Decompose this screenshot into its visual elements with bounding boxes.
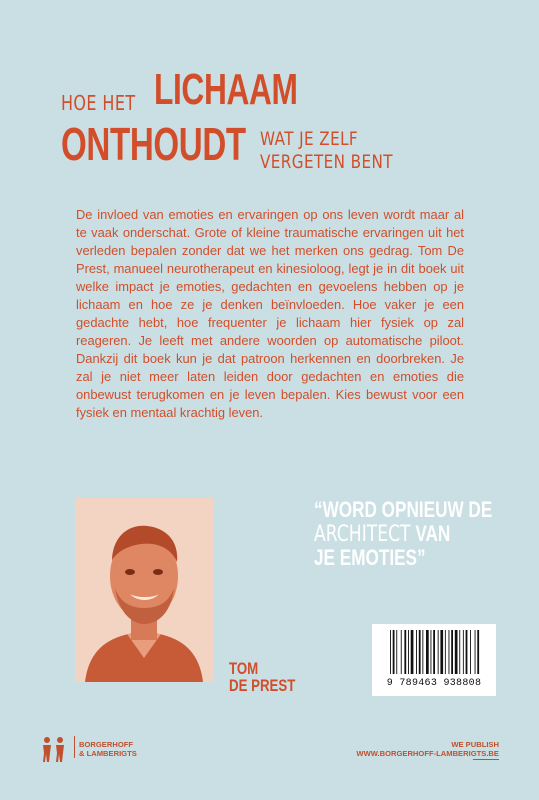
- publisher-name-line2: & LAMBERIGTS: [79, 749, 137, 758]
- barcode-bar: [449, 630, 450, 674]
- barcode-bar: [411, 630, 414, 674]
- quote-line3: JE EMOTIES”: [314, 545, 426, 570]
- author-photo: [75, 498, 213, 682]
- quote-line2-light: ARCHITECT: [314, 522, 411, 547]
- barcode-bar: [404, 630, 406, 674]
- quote-line2-bold: VAN: [415, 521, 451, 546]
- barcode-bar: [466, 630, 468, 674]
- barcode-bar: [463, 630, 464, 674]
- title-word-lichaam: LICHAAM: [154, 65, 298, 114]
- barcode-bar: [416, 630, 417, 674]
- barcode-bar: [438, 630, 439, 674]
- barcode-bar: [440, 630, 443, 674]
- publisher-url[interactable]: WWW.BORGERHOFF-LAMBERIGTS.BE: [356, 749, 499, 758]
- barcode-bar: [477, 630, 479, 674]
- quote-line2: [314, 522, 450, 546]
- isbn-number: 9 789463 938808: [386, 678, 482, 689]
- barcode-bar: [433, 630, 435, 674]
- back-cover-blurb: De invloed van emoties en ervaringen op ons leven wordt maar al te vaak onderschat. Grote of kleine traumatische ervaringen uit het verleden bepalen zonder dat we het merken ons gedrag. Tom De Prest, manueel neurotherapeut en kinesioloog, legt je in dit boek uit welke impact je emoties, gedachten en gevoelens hebben op je lichaam en hoe ze je denken beïnvloeden. Hoe vaker je een gedachte hebt, hoe frequenter je lichaam hier fysiek op zal reageren. Je leeft met andere woorden op automatische piloot. Dankzij dit boek kun je dat patroon herkennen en doorbreken. Je zal je niet meer laten leiden door gedachten en emoties die onbewust terugkomen en je leven bepalen. Kies bewust voor een fysiek en mentaal krachtig leven.: [76, 207, 464, 420]
- publisher-tagline: WE PUBLISH: [451, 740, 499, 749]
- barcode: [372, 624, 496, 696]
- author-first-name: TOM: [229, 659, 259, 678]
- barcode-bar: [401, 630, 402, 674]
- title-suffix-line1: WAT JE ZELF: [260, 128, 359, 150]
- barcode-bar: [451, 630, 453, 674]
- barcode-bar: [445, 630, 446, 674]
- author-name: [229, 660, 295, 694]
- barcode-bar: [426, 630, 429, 674]
- publisher-logo-icon: [40, 736, 68, 762]
- barcode-bar: [396, 630, 397, 674]
- title-word-onthoudt: ONTHOUDT: [61, 118, 246, 170]
- title-suffix-line2: VERGETEN BENT: [260, 151, 393, 173]
- website-underline: [473, 759, 499, 760]
- publisher-website: [356, 740, 499, 758]
- barcode-bar: [431, 630, 432, 674]
- barcode-bar: [419, 630, 421, 674]
- book-title: [0, 0, 539, 200]
- barcode-bar: [408, 630, 409, 674]
- barcode-bar: [459, 630, 460, 674]
- barcode-bar: [455, 630, 458, 674]
- barcode-bar: [422, 630, 423, 674]
- barcode-bars: [390, 630, 490, 674]
- publisher-name-line1: BORGERHOFF: [79, 740, 133, 749]
- barcode-bar: [470, 630, 471, 674]
- publisher-name: [79, 740, 137, 758]
- barcode-bar: [475, 630, 476, 674]
- author-last-name: DE PREST: [229, 676, 296, 695]
- publisher-divider: [74, 736, 75, 758]
- title-prefix: HOE HET: [61, 91, 136, 115]
- barcode-bar: [393, 630, 395, 674]
- quote-line1: “WORD OPNIEUW DE: [314, 497, 493, 522]
- barcode-bar: [390, 630, 391, 674]
